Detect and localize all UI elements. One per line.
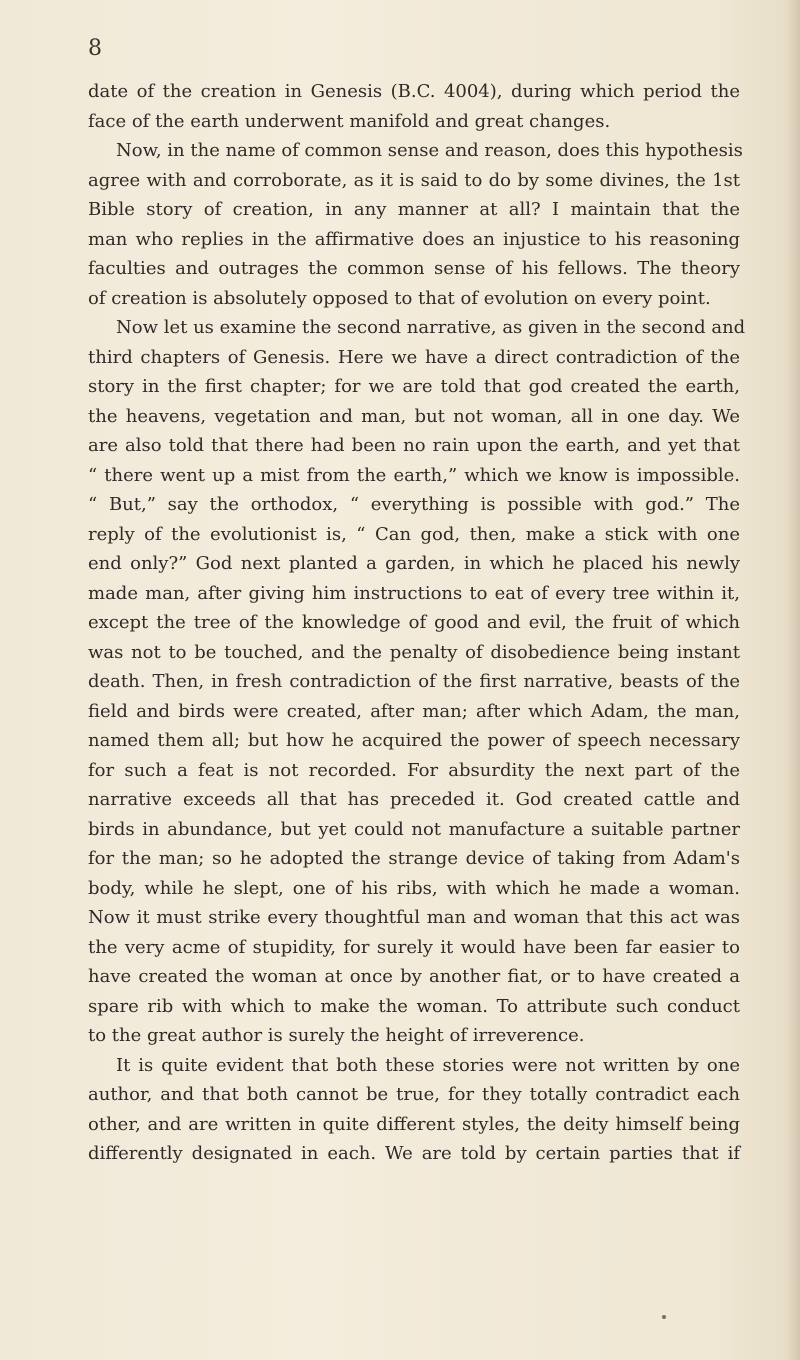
text-line: story in the first chapter; for we are told that god created the earth, bbox=[88, 376, 740, 397]
text-line: to the great author is surely the height of irreverence. bbox=[88, 1025, 585, 1046]
text-line: man who replies in the affirmative does an injustice to his reasoning bbox=[88, 228, 740, 250]
text-line: for such a feat is not recorded. For absurdity the next part of the bbox=[88, 759, 740, 781]
text-line: faculties and outrages the common sense of his fellows. The theory bbox=[88, 258, 740, 279]
text-line: Bible story of creation, in any manner at all? I maintain that the bbox=[88, 199, 740, 220]
text-line: except the tree of the knowledge of good and evil, the fruit of which bbox=[88, 612, 740, 633]
text-line: the very acme of stupidity, for surely it would have been far easier to bbox=[88, 936, 740, 958]
text-line: the heavens, vegetation and man, but not woman, all in one day. We bbox=[88, 405, 740, 427]
text-line: Now let us examine the second narrative, as given in the second and bbox=[116, 317, 746, 338]
page-number: 8 bbox=[88, 36, 102, 61]
text-line: death. Then, in fresh contradiction of the first narrative, beasts of the bbox=[88, 671, 740, 692]
text-line: narrative exceeds all that has preceded it. God created cattle and bbox=[88, 789, 740, 810]
text-line: of creation is absolutely opposed to that of evolution on every point. bbox=[88, 287, 711, 309]
text-line: field and birds were created, after man; after which Adam, the man, bbox=[88, 700, 740, 722]
ink-speck bbox=[662, 1315, 666, 1319]
text-line: differently designated in each. We are told by certain parties that if bbox=[88, 1143, 740, 1164]
body-text bbox=[88, 77, 746, 1169]
text-line: body, while he slept, one of his ribs, with which he made a woman. bbox=[88, 877, 740, 899]
text-line: It is quite evident that both these stories were not written by one bbox=[116, 1054, 740, 1076]
text-line: author, and that both cannot be true, for they totally contradict each bbox=[88, 1084, 740, 1105]
page-edge-shadow bbox=[786, 0, 800, 1360]
text-line: Now, in the name of common sense and reason, does this hypothesis bbox=[116, 140, 743, 161]
text-line: made man, after giving him instructions to eat of every tree within it, bbox=[88, 582, 740, 604]
text-line: agree with and corroborate, as it is said to do by some divines, the 1st bbox=[88, 169, 740, 191]
text-line: other, and are written in quite different styles, the deity himself being bbox=[88, 1113, 740, 1135]
text-line: named them all; but how he acquired the power of speech necessary bbox=[88, 730, 740, 751]
text-line: have created the woman at once by another fiat, or to have created a bbox=[88, 966, 740, 987]
text-line: end only?” God next planted a garden, in which he placed his newly bbox=[88, 553, 740, 574]
text-line: birds in abundance, but yet could not manufacture a suitable partner bbox=[88, 818, 740, 840]
text-line: for the man; so he adopted the strange device of taking from Adam's bbox=[88, 848, 740, 869]
text-line: date of the creation in Genesis (B.C. 4004), during which period the bbox=[88, 81, 740, 102]
text-line: reply of the evolutionist is, “ Can god, then, make a stick with one bbox=[88, 523, 740, 545]
text-line: face of the earth underwent manifold and great changes. bbox=[88, 110, 611, 132]
text-line: “ there went up a mist from the earth,” which we know is impossible. bbox=[88, 464, 740, 486]
text-line: are also told that there had been no rain upon the earth, and yet that bbox=[88, 435, 740, 456]
text-line: “ But,” say the orthodox, “ everything is possible with god.” The bbox=[88, 494, 740, 515]
text-line: spare rib with which to make the woman. To attribute such conduct bbox=[88, 995, 740, 1017]
text-line: was not to be touched, and the penalty of disobedience being instant bbox=[88, 641, 740, 663]
text-line: Now it must strike every thoughtful man and woman that this act was bbox=[88, 907, 740, 928]
text-line: third chapters of Genesis. Here we have a direct contradiction of the bbox=[88, 346, 740, 368]
